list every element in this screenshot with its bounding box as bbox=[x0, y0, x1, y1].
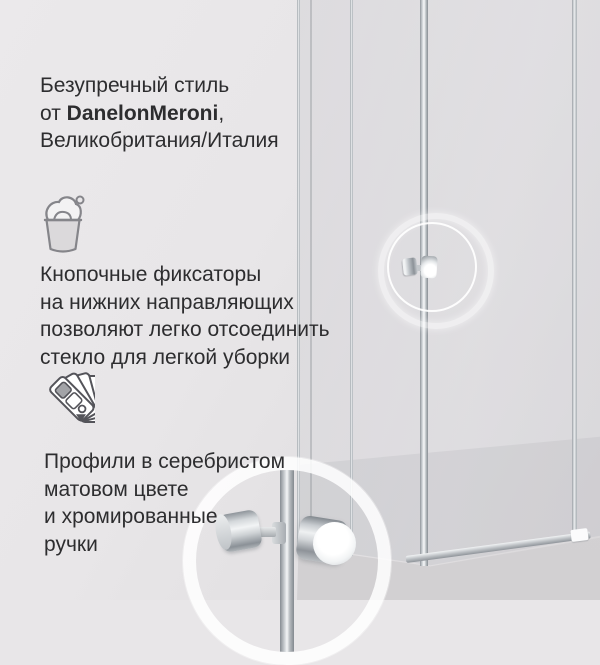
profile-mid-left bbox=[350, 0, 353, 556]
feature-profiles-text: Профили в серебристом матовом цвете и хромированные ручки bbox=[44, 450, 286, 556]
intro-line-1: Безупречный стиль bbox=[40, 74, 230, 97]
intro-line-2: от DanelonMeroni, bbox=[40, 101, 225, 125]
door-handle-right bbox=[420, 255, 437, 278]
color-swatches-icon bbox=[33, 372, 95, 441]
profile-right bbox=[572, 0, 577, 540]
intro-text bbox=[40, 72, 279, 155]
intro-line-3: Великобритания/Италия bbox=[40, 129, 279, 152]
door-handle-left bbox=[402, 257, 418, 275]
feature-cleaning-text: Кнопочные фиксаторы на нижних направляющих позволяют легко отсоединить стекло для легкой уборки bbox=[40, 263, 330, 369]
bucket-foam-icon bbox=[37, 191, 89, 262]
brand-name: DanelonMeroni bbox=[66, 101, 219, 125]
rail-end-cap bbox=[570, 528, 588, 542]
